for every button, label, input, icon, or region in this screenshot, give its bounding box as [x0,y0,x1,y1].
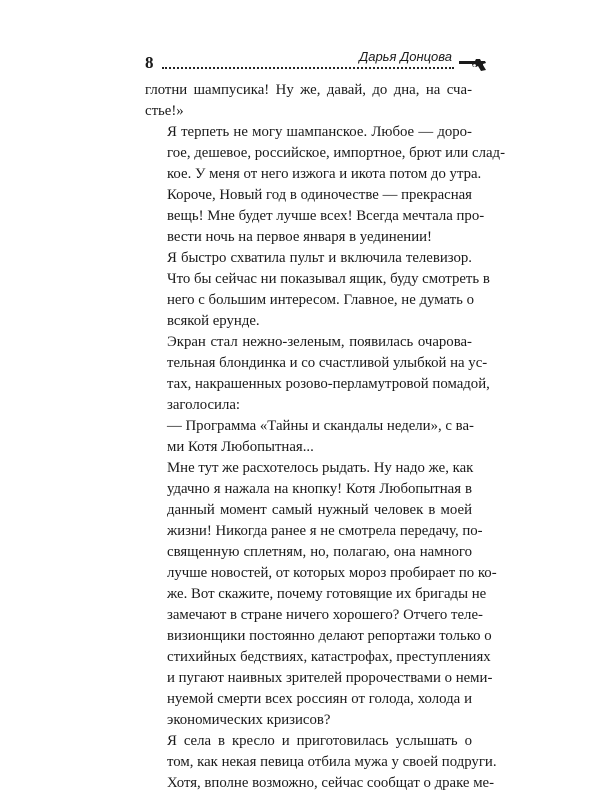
text-line: Я быстро схватила пульт и включила телевизор. [167,250,472,266]
paragraph [145,80,472,122]
text-line: нуемой смерти всех россиян от голода, холода и [167,691,472,707]
text-line: жизни! Никогда ранее я не смотрела передачу, по- [167,523,483,539]
text-line: Мне тут же расхотелось рыдать. Ну надо же, как [167,460,474,476]
text-line: том, как некая певица отбила мужа у своей подруги. [167,754,497,770]
text-line: экономических кризисов? [167,712,331,728]
paragraph [145,332,490,416]
text-line: всякой ерунде. [167,313,260,329]
revolver-icon [458,56,488,72]
text-line: кое. У меня от него изжога и икота потом до утра. [167,166,482,182]
text-line: стье!» [145,103,184,119]
body-text [145,80,506,794]
text-line: гое, дешевое, российское, импортное, брют или слад- [167,145,506,161]
text-line: Экран стал нежно-зеленым, появилась очарова- [167,334,472,350]
text-line: Я села в кресло и приготовилась услышать о [167,733,472,749]
text-line: Я терпеть не могу шампанское. Любое — доро- [167,124,472,140]
text-line: и пугают наивных зрителей пророчествами о неми- [167,670,493,686]
running-head [145,50,488,76]
paragraph [145,248,490,332]
dot-leader [162,67,454,69]
text-line: данный момент самый нужный человек в моей [167,502,472,518]
text-line: лучше новостей, от которых мороз пробирает по ко- [167,565,497,581]
text-line: Хотя, вполне возможно, сейчас сообщат о драке ме- [167,775,495,791]
text-line: него с большим интересом. Главное, не думать о [167,292,474,308]
text-line: тельная блондинка и со счастливой улыбкой на ус- [167,355,488,371]
paragraph [145,185,485,248]
text-line: Короче, Новый год в одиночестве — прекрасная [167,187,472,203]
text-line: заголосила: [167,397,241,413]
text-line: вещь! Мне будет лучше всех! Всегда мечтала про- [167,208,485,224]
text-line: вести ночь на первое января в уединении! [167,229,432,245]
author-name: Дарья Донцова [359,49,452,64]
text-line: — Программа «Тайны и скандалы недели», с ва- [167,418,474,434]
text-line: священную сплетням, но, полагаю, она намного [167,544,472,560]
text-line: Что бы сейчас ни показывал ящик, буду смотреть в [167,271,490,287]
text-line: замечают в стране ничего хорошего? Отчего теле- [167,607,483,623]
text-line: стихийных бедствиях, катастрофах, преступлениях [167,649,491,665]
paragraph [145,122,506,185]
text-line: визионщики постоянно делают репортажи только о [167,628,492,644]
text-line: удачно я нажала на кнопку! Котя Любопытная в [167,481,472,497]
text-line: глотни шампусика! Ну же, давай, до дна, на сча- [145,82,472,98]
text-line: тах, накрашенных розово-перламутровой помадой, [167,376,490,392]
text-line: ми Котя Любопытная... [167,439,314,455]
text-line: же. Вот скажите, почему готовящие их бригады не [167,586,487,602]
page-number: 8 [145,53,154,72]
paragraph [145,416,472,458]
paragraph [145,731,497,794]
paragraph [145,458,497,731]
